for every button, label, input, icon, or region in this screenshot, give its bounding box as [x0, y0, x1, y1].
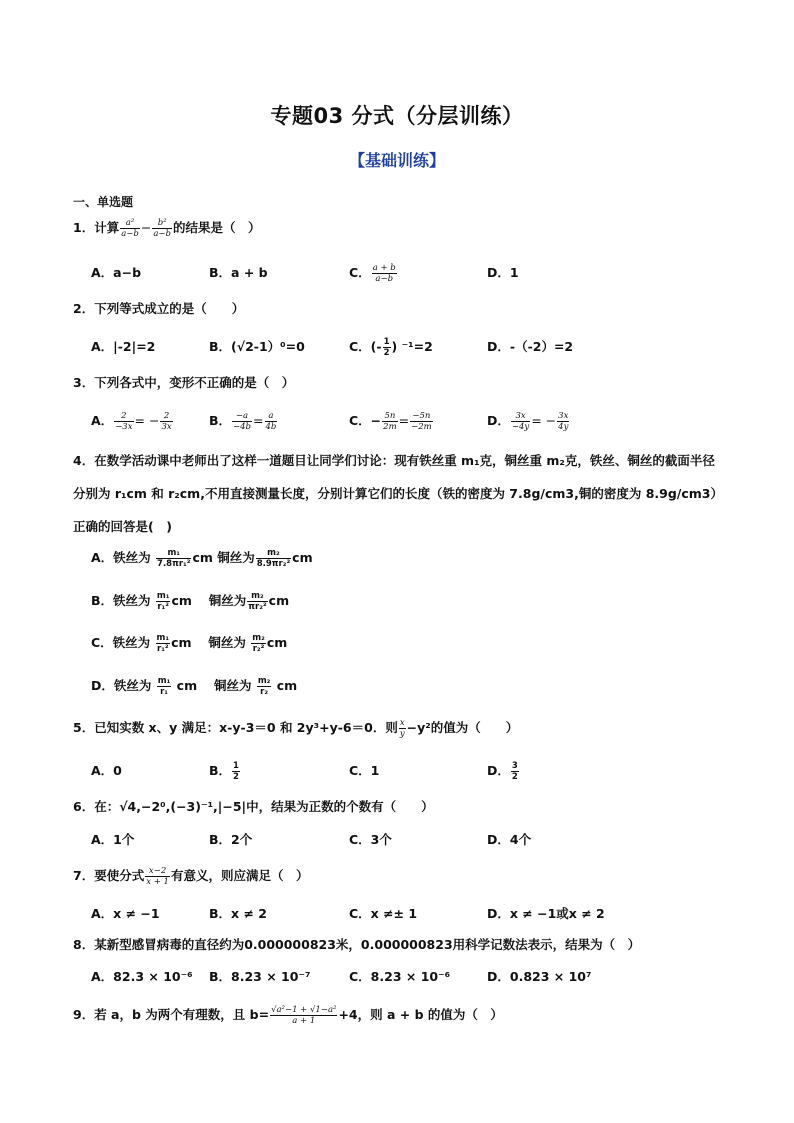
option-a[interactable]: A．铁丝为 $\frac{\text{m₁}}{\text{7.8πr₁²}}$ cm 铜丝为 $\frac{\text{m₂}}{\text{8.9πr₂²}}$ cm: [91, 548, 313, 569]
section-heading: 一、单选题: [73, 195, 134, 209]
option-d[interactable]: D． $\frac{3}{2}$: [487, 761, 518, 782]
option-b[interactable]: B．8.23 × 10⁻⁷: [209, 969, 311, 984]
option-b[interactable]: B． $\frac{-a}{-4b}$ = $\frac{a}{4b}$: [209, 411, 277, 432]
question-8-options: [91, 966, 731, 988]
option-a[interactable]: A．x ≠ −1: [91, 906, 160, 921]
option-b[interactable]: B．2个: [209, 832, 253, 847]
question-2-options: [91, 336, 731, 358]
question-6: 6．在：√4,−2⁰,(−3)⁻¹,|−5|中，结果为正数的个数有（ ）: [73, 799, 434, 814]
question-8: 8．某新型感冒病毒的直径约为0.000000823米，0.000000823用科学记数法表示，结果为（ ）: [73, 937, 641, 952]
option-c[interactable]: C．x ≠± 1: [349, 906, 418, 921]
option-d[interactable]: D．x ≠ −1或x ≠ 2: [487, 906, 605, 921]
option-b[interactable]: B．a + b: [209, 265, 268, 280]
option-a[interactable]: A．1个: [91, 832, 135, 847]
option-a[interactable]: A．0: [91, 763, 122, 778]
question-2: 2．下列等式成立的是（ ）: [73, 301, 245, 316]
fraction: $\frac{\text{a²}}{a-b}$: [121, 218, 139, 239]
option-a[interactable]: A．|-2|=2: [91, 339, 156, 354]
option-d[interactable]: D．0.823 × 10⁷: [487, 969, 592, 984]
option-c[interactable]: C．− $\frac{5n}{2m}$ = $\frac{-5n}{-2m}$: [349, 411, 432, 432]
option-d[interactable]: D．铁丝为 $\frac{\text{m₁}}{\text{r₁}}$ cm 铜丝为 $\frac{\text{m₂}}{\text{r₂}}$ cm: [91, 676, 298, 697]
option-b[interactable]: B．铁丝为 $\frac{\text{m₁}}{\text{r₁²}}$ cm 铜丝为 $\frac{\text{m₂}}{\text{πr₂²}}$ cm: [91, 591, 290, 612]
option-c[interactable]: C．铁丝为 $\frac{\text{m₁}}{\text{r₁²}}$ cm 铜丝为 $\frac{\text{m₂}}{\text{r₂²}}$ cm: [91, 633, 288, 654]
question-1-options: [91, 262, 731, 284]
question-7-options: [91, 903, 731, 925]
option-a[interactable]: A．82.3 × 10⁻⁶: [91, 969, 193, 984]
option-c[interactable]: C．(- $\frac{1}{2}$ ) ⁻¹=2: [349, 337, 433, 358]
fraction: $\frac{\text{b²}}{a-b}$: [153, 218, 171, 239]
option-c[interactable]: C．8.23 × 10⁻⁶: [349, 969, 451, 984]
option-c[interactable]: C．3个: [349, 832, 392, 847]
option-d[interactable]: D．-（-2）=2: [487, 339, 574, 354]
question-6-options: [91, 829, 731, 851]
question-3: 3．下列各式中，变形不正确的是（ ）: [73, 375, 295, 390]
option-b[interactable]: B．x ≠ 2: [209, 906, 267, 921]
option-a[interactable]: A．a−b: [91, 265, 142, 280]
option-a[interactable]: A． $\frac{2}{-3x}$ = − $\frac{2}{3x}$: [91, 411, 172, 432]
question-3-options: [91, 410, 731, 432]
question-4: 4．在数学活动课中老师出了这样一道题目让同学们讨论：现有铁丝重 m₁克，铜丝重 m₂克，铁丝、铜丝的截面半径分别为 r₁cm 和 r₂cm,不用直接测量长度，分别计算它们的长度（铁的密度为 7.8g/cm3,铜的密度为 8.9g/cm3）正确的回答是( ): [73, 453, 723, 534]
section-subtitle: 【基础训练】: [348, 151, 445, 170]
question-1: 1．计算 $\frac{\text{a²}}{a-b}$ − $\frac{\text{b²}}{a-b}$ 的结果是（ ）: [73, 218, 261, 239]
question-9: 9．若 a，b 为两个有理数，且 b= $\frac{\text{√a²−1 + √1−a²}}{a + 1}$ +4，则 a + b 的值为（ ）: [73, 1005, 503, 1026]
option-b[interactable]: B．(√2-1）⁰=0: [209, 339, 305, 354]
option-d[interactable]: D．4个: [487, 832, 532, 847]
question-7: 7．要使分式 $\frac{x-2}{x + 1}$ 有意义，则应满足（ ）: [73, 866, 309, 887]
option-b[interactable]: B． $\frac{1}{2}$: [209, 761, 239, 782]
question-5: 5．已知实数 x、y 满足：x-y-3＝0 和 2y³+y-6＝0．则 $\frac{x}{y}$ −y²的值为（ ）: [73, 718, 519, 739]
question-5-options: [91, 760, 731, 782]
option-c[interactable]: C．1: [349, 763, 380, 778]
page-title: 专题03 分式（分层训练）: [270, 104, 524, 128]
option-d[interactable]: D．1: [487, 265, 519, 280]
option-c[interactable]: C． $\frac{a + b}{a-b}$: [349, 263, 396, 284]
option-d[interactable]: D． $\frac{3x}{-4y}$ = − $\frac{3x}{4y}$: [487, 411, 569, 432]
